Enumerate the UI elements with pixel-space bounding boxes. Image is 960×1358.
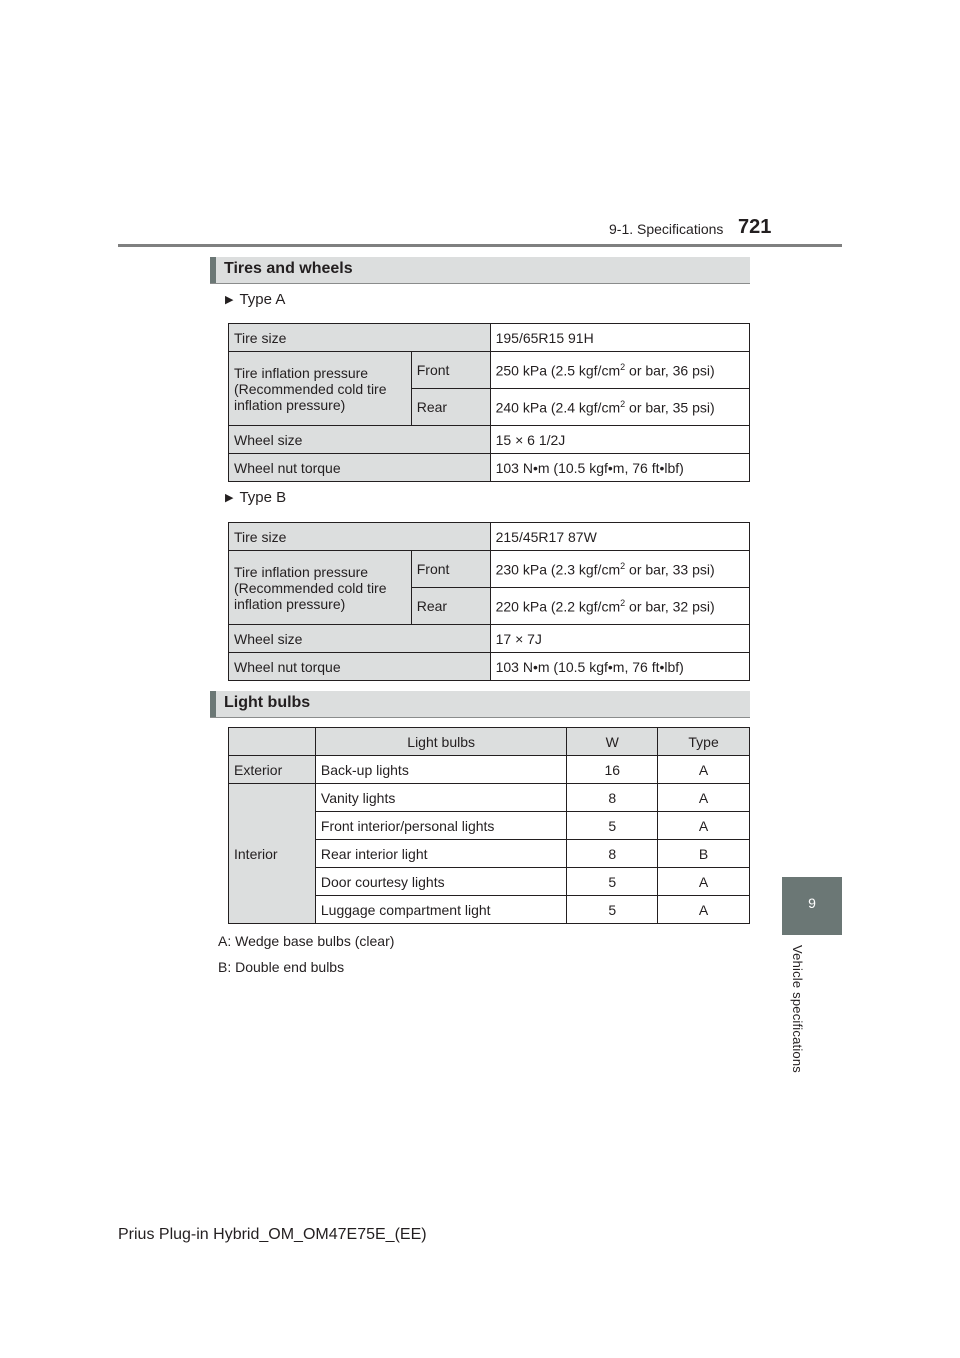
bulb-type: A (658, 896, 750, 924)
table-header-row (229, 728, 750, 756)
table-row (229, 625, 750, 653)
chapter-label: Vehicle specifications (790, 945, 805, 1073)
bulb-name: Front interior/personal lights (315, 812, 567, 840)
wheel-size-value: 17 × 7J (490, 625, 749, 653)
bulb-wattage: 8 (567, 840, 658, 868)
interior-label: Interior (229, 784, 316, 924)
tire-size-label: Tire size (229, 324, 491, 352)
type-a-heading (225, 291, 285, 308)
rear-label: Rear (411, 588, 490, 625)
bulb-type: A (658, 756, 750, 784)
column-header-type: Type (658, 728, 750, 756)
wheel-size-label: Wheel size (229, 625, 491, 653)
bulb-wattage: 5 (567, 868, 658, 896)
bulbs-section-header (210, 691, 750, 718)
column-header-w: W (567, 728, 658, 756)
bulb-type: A (658, 868, 750, 896)
table-row (229, 454, 750, 482)
table-row (229, 426, 750, 454)
triangle-bullet-icon: ▶ (225, 492, 234, 504)
wheel-nut-torque-label: Wheel nut torque (229, 454, 491, 482)
bulb-type: A (658, 784, 750, 812)
exterior-label: Exterior (229, 756, 316, 784)
front-pressure-value: 250 kPa (2.5 kgf/$cm^2$ or bar, 36 psi) (490, 352, 749, 389)
type-a-spec-table (228, 323, 750, 482)
wheel-nut-torque-value: 103 N•m (10.5 kgf•m, 76 ft•lbf) (490, 653, 749, 681)
document-footer: Prius Plug-in Hybrid_OM_OM47E75E_(EE) (118, 1226, 427, 1243)
bulb-name: Vanity lights (315, 784, 567, 812)
inflation-pressure-label: Tire inflation pressure (Recommended cold tire inflation pressure) (229, 352, 412, 426)
section-accent (210, 257, 216, 283)
page-number: 721 (738, 216, 772, 238)
tires-section-header (210, 257, 750, 284)
type-b-heading (225, 489, 286, 506)
tire-size-value: 195/65R15 91H (490, 324, 749, 352)
table-row (229, 653, 750, 681)
bulb-name: Rear interior light (315, 840, 567, 868)
triangle-bullet-icon: ▶ (225, 294, 234, 306)
column-header-blank (229, 728, 316, 756)
type-a-label: Type A (239, 291, 286, 308)
type-a-note: A: Wedge base bulbs (clear) (218, 933, 395, 949)
table-row (229, 523, 750, 551)
wheel-size-label: Wheel size (229, 426, 491, 454)
inflation-pressure-label: Tire inflation pressure (Recommended cold tire inflation pressure) (229, 551, 412, 625)
table-row (229, 756, 750, 784)
table-row (229, 324, 750, 352)
column-header-light-bulbs: Light bulbs (315, 728, 567, 756)
bulb-type: A (658, 812, 750, 840)
bulb-type: B (658, 840, 750, 868)
bulb-name: Back-up lights (315, 756, 567, 784)
bulb-wattage: 16 (567, 756, 658, 784)
section-title: Light bulbs (224, 694, 311, 711)
front-label: Front (411, 352, 490, 389)
rear-label: Rear (411, 389, 490, 426)
light-bulbs-table (228, 727, 750, 924)
type-b-note: B: Double end bulbs (218, 959, 345, 975)
table-row (229, 352, 750, 389)
type-b-spec-table (228, 522, 750, 681)
bulb-name: Luggage compartment light (315, 896, 567, 924)
section-accent (210, 691, 216, 717)
rear-pressure-value: 220 kPa (2.2 kgf/$cm^2$ or bar, 32 psi) (490, 588, 749, 625)
table-row (229, 551, 750, 588)
tire-size-label: Tire size (229, 523, 491, 551)
header-divider (118, 244, 842, 247)
tire-size-value: 215/45R17 87W (490, 523, 749, 551)
type-b-label: Type B (239, 489, 287, 506)
bulb-wattage: 5 (567, 812, 658, 840)
section-heading: 9-1. Specifications (609, 221, 724, 237)
wheel-nut-torque-label: Wheel nut torque (229, 653, 491, 681)
rear-pressure-value: 240 kPa (2.4 kgf/$cm^2$ or bar, 35 psi) (490, 389, 749, 426)
bulb-wattage: 8 (567, 784, 658, 812)
front-label: Front (411, 551, 490, 588)
bulb-wattage: 5 (567, 896, 658, 924)
chapter-number: 9 (808, 895, 816, 911)
bulb-name: Door courtesy lights (315, 868, 567, 896)
table-row (229, 784, 750, 812)
wheel-size-value: 15 × 6 1/2J (490, 426, 749, 454)
wheel-nut-torque-value: 103 N•m (10.5 kgf•m, 76 ft•lbf) (490, 454, 749, 482)
section-title: Tires and wheels (224, 260, 353, 277)
front-pressure-value: 230 kPa (2.3 kgf/$cm^2$ or bar, 33 psi) (490, 551, 749, 588)
